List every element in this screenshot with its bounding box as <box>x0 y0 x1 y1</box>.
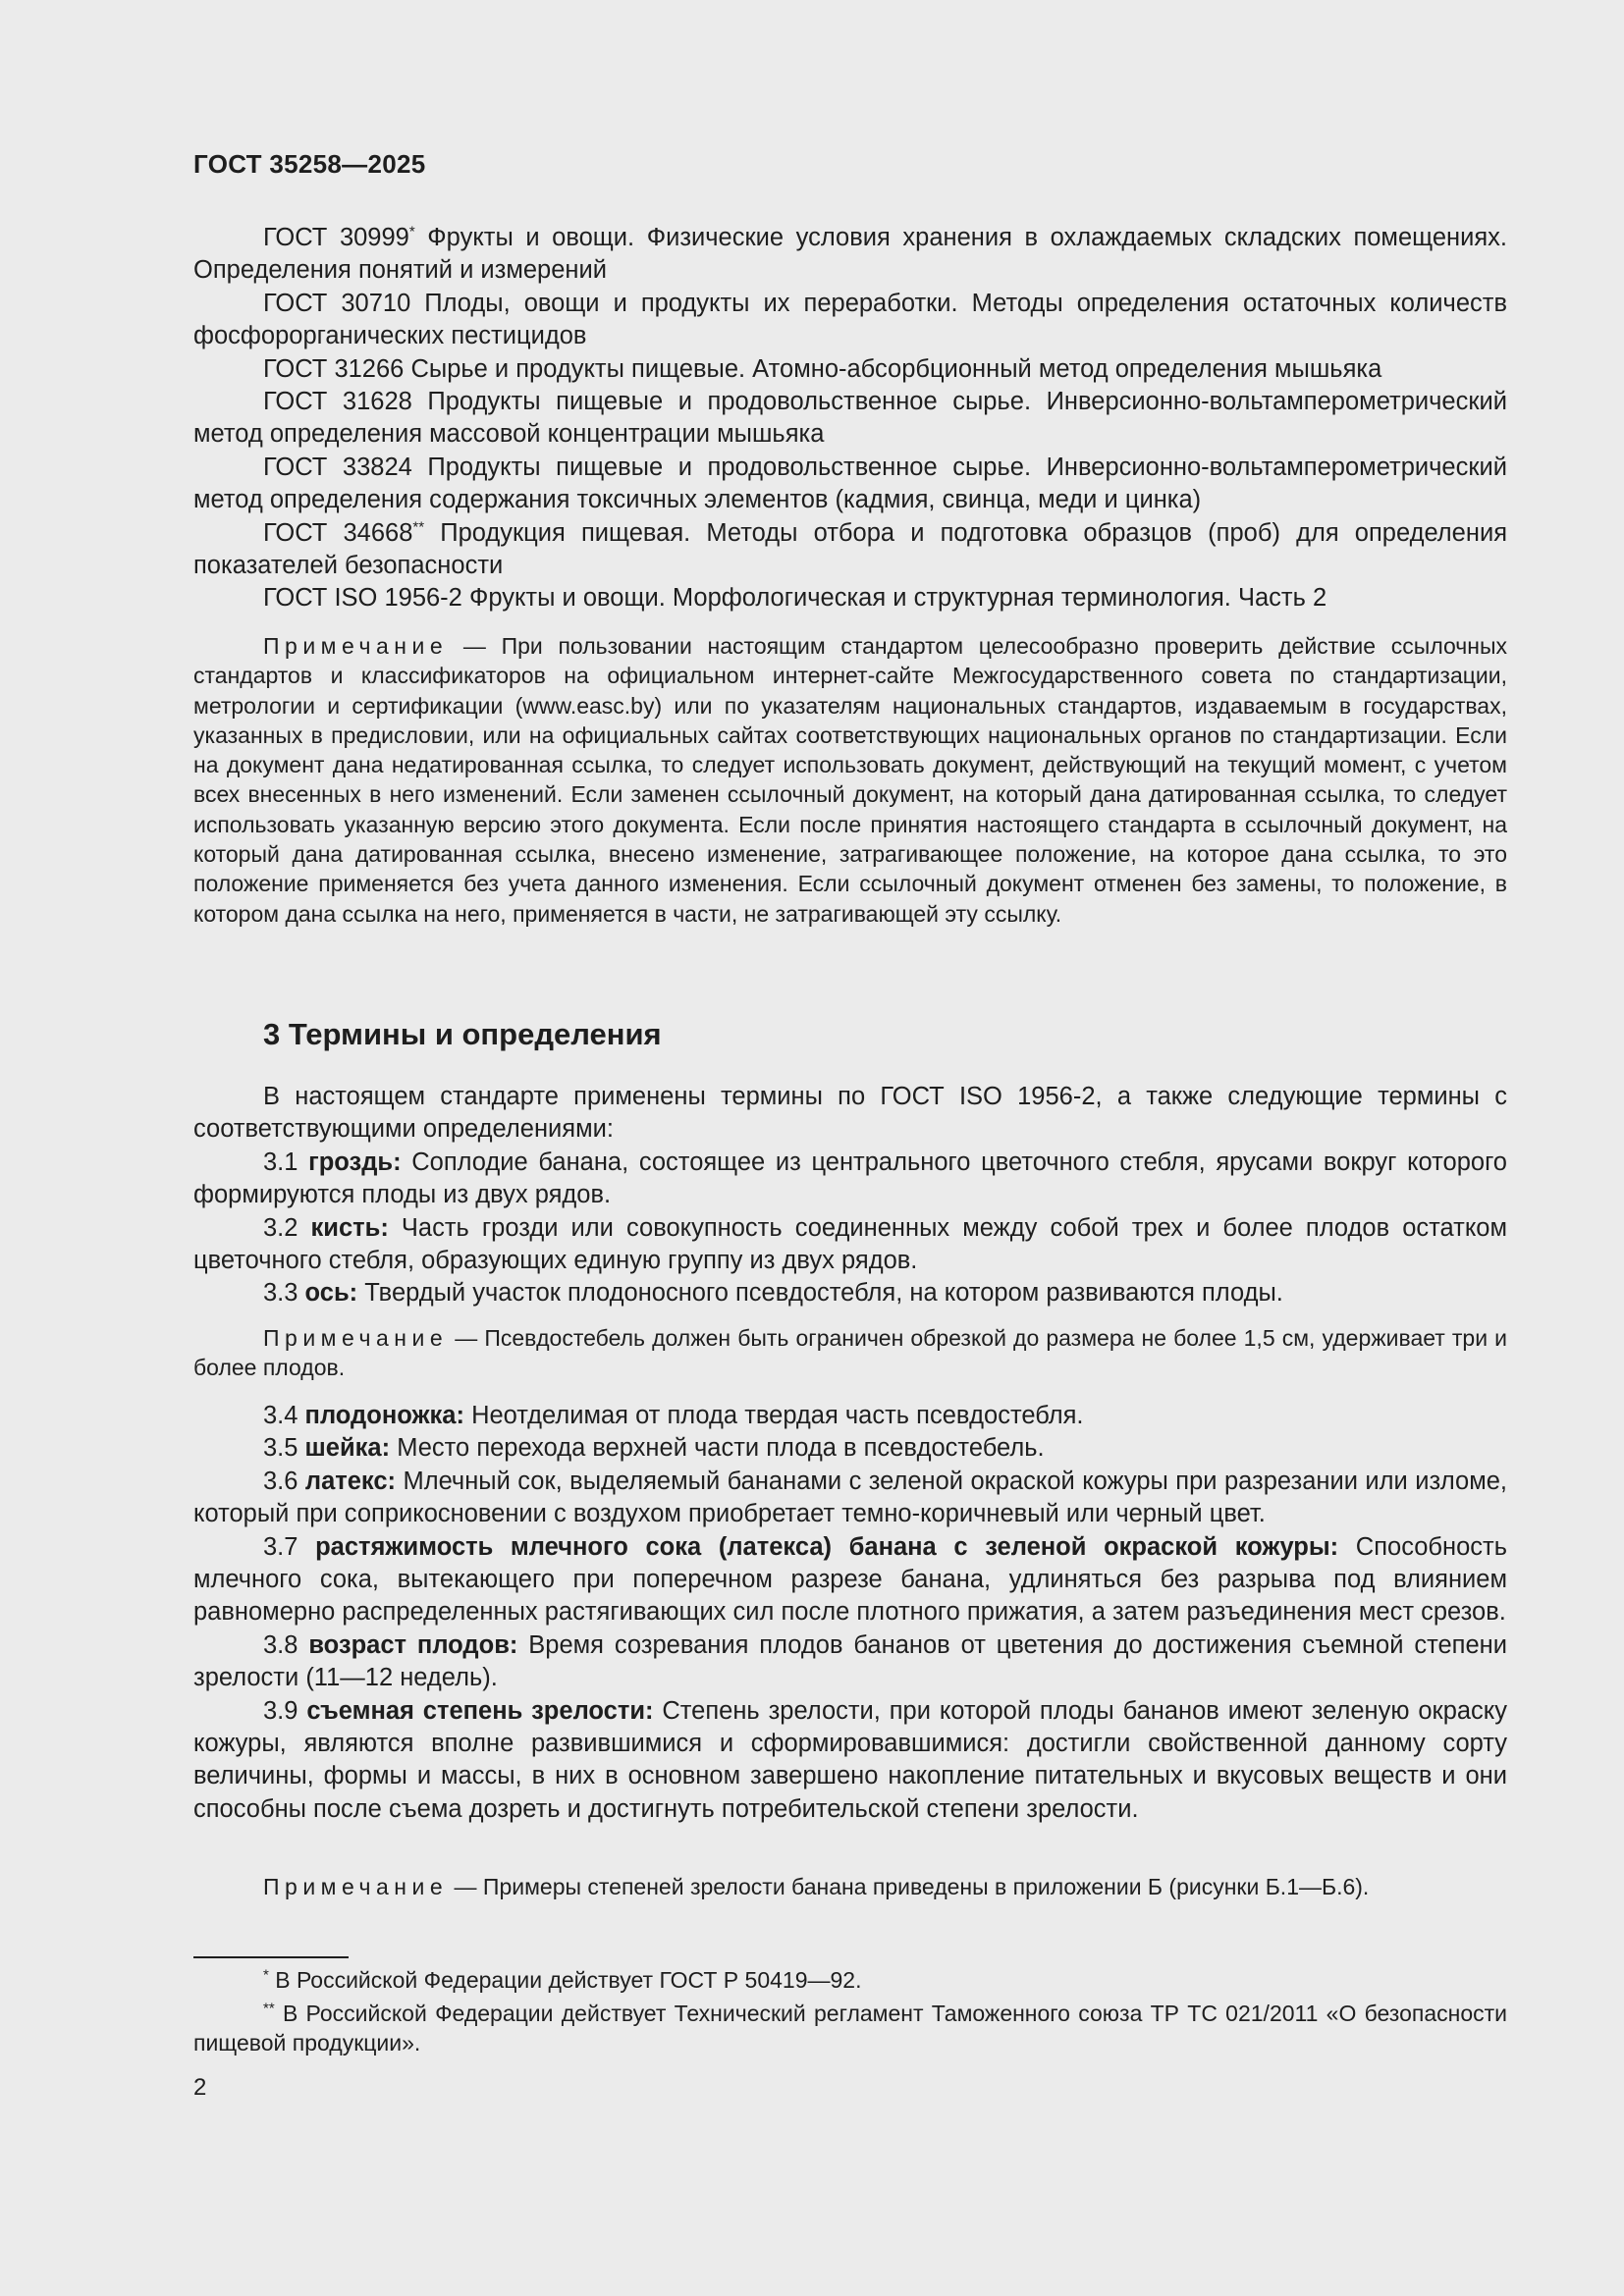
term-item: 3.7 растяжимость млечного сока (латекса) банана с зеленой окраской кожуры: Способность млечного сока, вытекающего при поперечном разрезе банана, удлиняться без разрыва под влиянием равномерно распределенных растягивающих сил после плотного прижатия, а затем разъединения мест срезов. <box>193 1532 1507 1627</box>
note-label: Примечание <box>263 1325 449 1351</box>
term-item: 3.3 ось: Твердый участок плодоносного псевдостебля, на котором развиваются плоды. <box>263 1279 1283 1308</box>
note-axis: Примечание — Псевдостебель должен быть ограничен обрезкой до размера не более 1,5 см, удерживает три и более плодов. <box>193 1325 1508 1381</box>
document-header: ГОСТ 35258—2025 <box>193 149 426 179</box>
term-item: 3.6 латекс: Млечный сок, выделяемый бананами с зеленой окраской кожуры при разрезании или изломе, который при соприкосновении с воздухом приобретает темно-коричневый или черный цвет. <box>193 1467 1507 1528</box>
section-intro: В настоящем стандарте применены термины по ГОСТ ISO 1956-2, а также следующие термины с соответствующими определениями: <box>193 1083 1507 1144</box>
term-item: 3.8 возраст плодов: Время созревания плодов бананов от цветения до достижения съемной степени зрелости (11—12 недель). <box>193 1630 1507 1692</box>
reference-item: ГОСТ 30710 Плоды, овощи и продукты их переработки. Методы определения остаточных количеств фосфорорганических пестицидов <box>193 289 1507 350</box>
note-label: Примечание <box>263 1874 449 1899</box>
term-item: 3.1 гроздь: Соплодие банана, состоящее из центрального цветочного стебля, ярусами вокруг которого формируются плоды из двух рядов. <box>193 1148 1507 1209</box>
note-maturity: Примечание — Примеры степеней зрелости банана приведены в приложении Б (рисунки Б.1—Б.6). <box>263 1874 1370 1899</box>
term-name: возраст плодов: <box>308 1630 518 1659</box>
term-name: растяжимость млечного сока (латекса) банана с зеленой окраской кожуры: <box>315 1532 1339 1561</box>
footnote-divider <box>193 1956 349 1958</box>
footnote-mark: * <box>263 1966 269 1984</box>
reference-item: ГОСТ ISO 1956-2 Фрукты и овощи. Морфологическая и структурная терминология. Часть 2 <box>263 584 1327 613</box>
footnote-item: ** В Российской Федерации действует Технический регламент Таможенного союза ТР ТС 021/2011 «О безопасности пищевой продукции». <box>193 1999 1507 2056</box>
footnotes <box>193 1965 1507 2061</box>
note-label: Примечание <box>263 633 449 659</box>
footnote-mark: ** <box>263 1999 275 2016</box>
term-name: ось: <box>304 1279 358 1308</box>
footnote-mark: * <box>408 223 415 240</box>
normative-references <box>193 222 1507 615</box>
terms-list-b <box>193 1400 1507 1826</box>
terms-list-a <box>193 1081 1507 1310</box>
section-title: 3 Термины и определения <box>263 1017 662 1051</box>
reference-item: ГОСТ 34668** Продукция пищевая. Методы отбора и подготовка образцов (проб) для определения показателей безопасности <box>193 518 1507 580</box>
term-name: плодоножка: <box>304 1402 464 1429</box>
term-name: кисть: <box>310 1213 389 1242</box>
reference-item: ГОСТ 31266 Сырье и продукты пищевые. Атомно-абсорбционный метод определения мышьяка <box>263 354 1382 383</box>
reference-item: ГОСТ 31628 Продукты пищевые и продовольственное сырье. Инверсионно-вольтамперометрический метод определения массовой концентрации мышьяка <box>193 388 1507 449</box>
page-number: 2 <box>193 2074 207 2101</box>
reference-item: ГОСТ 30999* Фрукты и овощи. Физические условия хранения в охлаждаемых складских помещениях. Определения понятий и измерений <box>193 223 1507 285</box>
note-references: Примечание — При пользовании настоящим стандартом целесообразно проверить действие ссылочных стандартов и классификаторов на официальном интернет-сайте Межгосударственного совета по стандартизации, метрологии и сертификации (www.easc.by) или по указателям национальных стандартов, издаваемым в государствах, указанных в предисловии, или на официальных сайтах соответствующих национальных органов по стандартизации. Если на документ дана недатированная ссылка, то следует использовать документ, действующий на текущий момент, с учетом всех внесенных в него изменений. Если заменен ссылочный документ, на который дана датированная ссылка, то следует использовать указанную версию этого документа. Если после принятия настоящего стандарта в ссылочный документ, на который дана датированная ссылка, внесено изменение, затрагивающее положение, на которое дана ссылка, то это положение применяется без учета данного изменения. Если ссылочный документ отменен без замены, то положение, в котором дана ссылка на него, применяется в части, не затрагивающей эту ссылку. <box>193 633 1507 927</box>
term-name: съемная степень зрелости: <box>306 1696 654 1725</box>
term-item: 3.2 кисть: Часть грозди или совокупность соединенных между собой трех и более плодов остатком цветочного стебля, образующих единую группу из двух рядов. <box>193 1213 1507 1275</box>
footnote-mark: ** <box>412 518 425 536</box>
term-item: 3.9 съемная степень зрелости: Степень зрелости, при которой плоды бананов имеют зеленую окраску кожуры, являются вполне развившимися и сформировавшимися: достигли свойственной данному сорту величины, формы и массы, в них в основном завершено накопление питательных и вкусовых веществ и они способны после съема дозреть и достигнуть потребительской степени зрелости. <box>193 1696 1507 1823</box>
reference-item: ГОСТ 33824 Продукты пищевые и продовольственное сырье. Инверсионно-вольтамперометрический метод определения содержания токсичных элементов (кадмия, свинца, меди и цинка) <box>193 453 1507 514</box>
term-item: 3.5 шейка: Место перехода верхней части плода в псевдостебель. <box>263 1434 1045 1463</box>
term-name: латекс: <box>304 1467 397 1495</box>
term-name: шейка: <box>304 1434 391 1463</box>
term-item: 3.4 плодоножка: Неотделимая от плода твердая часть псевдостебля. <box>263 1402 1084 1429</box>
footnote-item: * В Российской Федерации действует ГОСТ Р 50419—92. <box>263 1966 862 1993</box>
term-name: гроздь: <box>308 1148 402 1176</box>
